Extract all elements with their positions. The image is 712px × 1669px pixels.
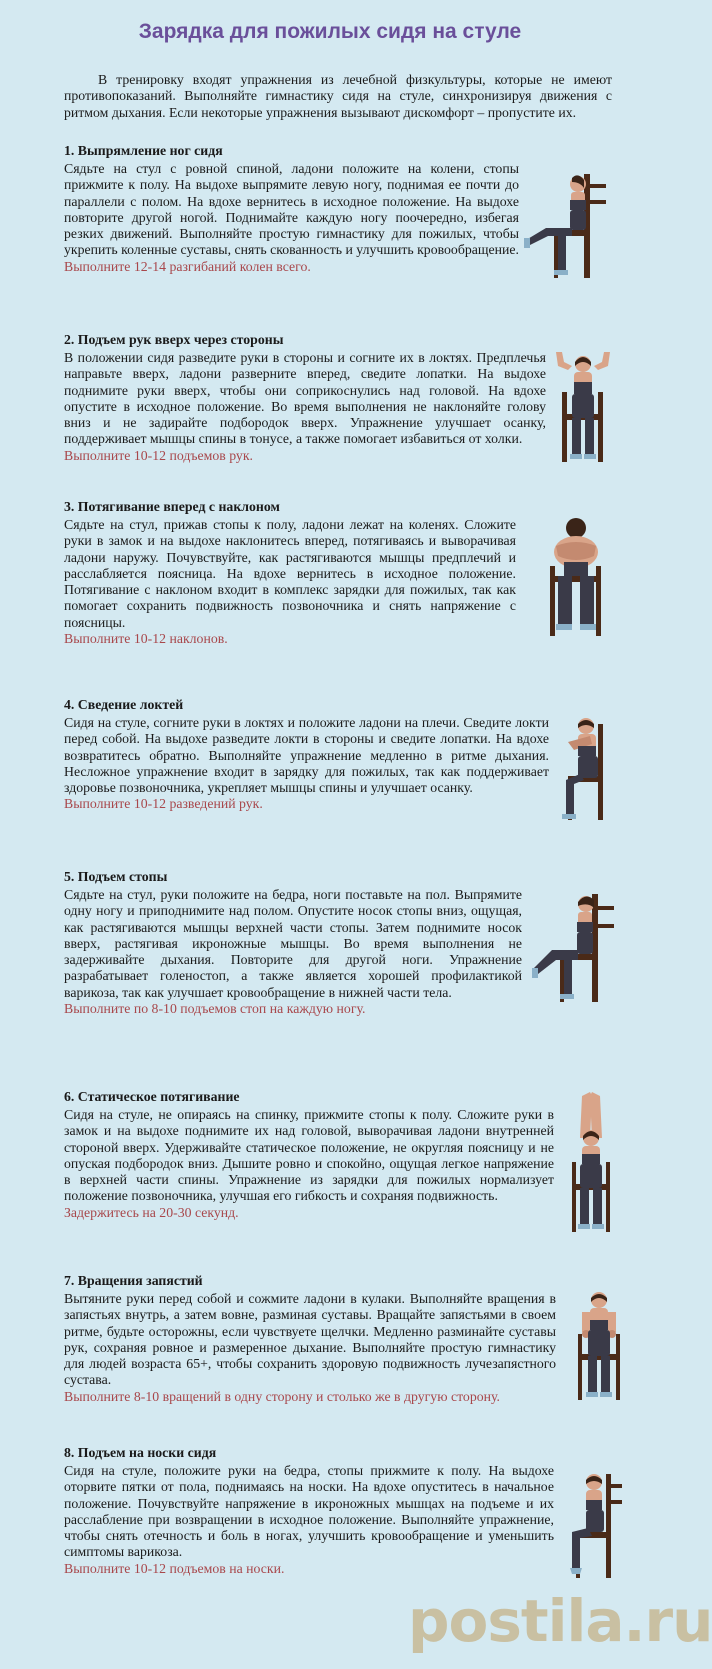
exercise-7 (64, 1272, 556, 1405)
wrist-rotation-figure (570, 1290, 630, 1402)
exercise-3 (64, 498, 516, 647)
exercise-6 (64, 1088, 554, 1221)
exercise-note: Выполните 10-12 разведений рук. (64, 796, 263, 812)
exercise-note: Выполните 10-12 наклонов. (64, 631, 228, 647)
exercise-heading: 3. Потягивание вперед с наклоном (64, 499, 280, 514)
exercise-heading: 1. Выпрямление ног сидя (64, 143, 223, 158)
exercise-heading: 8. Подъем на носки сидя (64, 1445, 217, 1460)
exercise-1 (64, 142, 519, 275)
exercise-heading: 2. Подъем рук вверх через стороны (64, 332, 284, 347)
exercise-note: Выполните 8-10 вращений в одну сторону и столько же в другую сторону. (64, 1388, 500, 1404)
exercise-heading: 4. Сведение локтей (64, 697, 184, 712)
exercise-4 (64, 696, 549, 813)
exercise-note: Выполните 10-12 подъемов рук. (64, 447, 253, 463)
heel-raise-figure (566, 1470, 626, 1582)
exercise-heading: 5. Подъем стопы (64, 869, 168, 884)
exercise-8 (64, 1444, 554, 1577)
exercise-text: Вытяните руки перед собой и сожмите ладони в кулаки. Выполняйте вращения в запястьях внутрь, а затем вовне, разминая суставы. Вращайте запястьями в своем ритме, будьте осторожны, если чувствуете щелчки. Медленно разминайте суставы рук, сохраняя ровное и размеренное дыхание. Выполняйте простую гимнастику для людей возраста 65+, чтобы сохранить здоровую подвижность лучезапястного сустава. (64, 1291, 556, 1388)
page-title: Зарядка для пожилых сидя на стуле (138, 20, 522, 43)
leg-extension-figure (524, 170, 616, 282)
exercise-text: В положении сидя разведите руки в стороны и согните их в локтях. Предплечья направьте вверх, ладони разверните вперед, сведите лопатки. На выдохе поднимите руки вверх, чтобы они соприкоснулись над головой. На вдохе опустите в исходное положение. Во время выполнения не наклоняйте голову вниз и не задирайте подбородок вверх. Упражнение улучшает осанку, поддерживает мышцы спины в тонусе, а также помогает избавиться от холки. (64, 350, 546, 447)
exercise-text: Сидя на стуле, не опираясь на спинку, прижмите стопы к полу. Сложите руки в замок и на выдохе поднимите их над головой, выворачивая ладони внутренней стороной вверх. Удерживайте статическое положение, не округляя поясницу и не опуская подбородок вниз. Дышите ровно и спокойно, ощущая легкое напряжение в верхней части спины. Упражнение из зарядки для пожилых нормализует положение позвоночника, улучшая его гибкость и сохраняя подвижность. (64, 1107, 554, 1204)
arms-raise-figure (548, 352, 618, 464)
elbows-together-figure (560, 714, 616, 824)
intro-paragraph: В тренировку входят упражнения из лечебной физкультуры, которые не имеют противопоказаний. Выполняйте гимнастику сидя на стуле, синхронизируя движения с ритмом дыхания. Если некоторые упражнения вызывают дискомфорт – пропустите их. (64, 72, 612, 120)
exercise-2 (64, 331, 546, 464)
exercise-heading: 7. Вращения запястий (64, 1273, 203, 1288)
foot-raise-figure (532, 890, 622, 1006)
exercise-note: Выполните 12-14 разгибаний колен всего. (64, 258, 311, 274)
exercise-heading: 6. Статическое потягивание (64, 1089, 240, 1104)
exercise-text: Сядьте на стул, руки положите на бедра, ноги поставьте на пол. Выпрямите одну ногу и приподнимите над полом. Опустите носок стопы вниз, ощущая, как растягиваются мышцы верхней части стопы. Затем поднимите носок вверх, растягивая икроножные мышцы. Во время выполнения не задерживайте дыхания. Повторите для другой ноги. Упражнение разрабатывает голеностоп, а также является хорошей профилактикой варикоза, так как улучшает кровообращение в нижней части тела. (64, 887, 522, 1000)
watermark-logo: postila.ru (408, 1587, 712, 1655)
forward-bend-figure (538, 516, 614, 638)
exercise-note: Выполните 10-12 подъемов на носки. (64, 1560, 285, 1576)
exercise-note: Выполните по 8-10 подъемов стоп на каждую ногу. (64, 1001, 366, 1017)
exercise-text: Сядьте на стул с ровной спиной, ладони положите на колени, стопы прижмите к полу. На выдохе выпрямите левую ногу, поднимая ее почти до параллели с полом. На вдохе вернитесь в исходное положение. На выдохе повторите другой ногой. Поднимайте каждую ногу поочередно, избегая резких движений. Выполняйте простую гимнастику для пожилых, чтобы укрепить коленные суставы, снять скованность и улучшить кровообращение. (64, 161, 519, 258)
overhead-stretch-figure (566, 1092, 616, 1234)
exercise-5 (64, 868, 522, 1017)
exercise-text: Сидя на стуле, согните руки в локтях и положите ладони на плечи. Сведите локти перед собой. На выдохе разведите локти в стороны и сведите лопатки. На вдохе возвратитесь обратно. Выполняйте упражнение медленно в ритме дыхания. Несложное упражнение входит в зарядку для пожилых, так как поддерживает здоровье позвоночника, укрепляет мышцы спины и улучшает осанку. (64, 715, 549, 796)
exercise-text: Сядьте на стул, прижав стопы к полу, ладони лежат на коленях. Сложите руки в замок и на выдохе наклонитесь вперед, потягиваясь и выворачивая ладони наружу. Почувствуйте, как растягиваются мышцы предплечий и расслабляется поясница. На вдохе вернитесь в исходное положение. Потягивание с наклоном входит в комплекс зарядки для пожилых, так как помогает сохранить подвижность позвоночника и снять напряжение с поясницы. (64, 517, 516, 630)
exercise-text: Сидя на стуле, положите руки на бедра, стопы прижмите к полу. На выдохе оторвите пятки от пола, поднимаясь на носки. На вдохе опуститесь в начальное положение. Почувствуйте напряжение в икроножных мышцах на подъеме и их расслабление при возвращении в исходное положение. Выполняйте упражнение, чтобы снять отечность и боль в ногах, улучшить кровообращение и уменьшить симптомы варикоза. (64, 1463, 554, 1560)
exercise-note: Задержитесь на 20-30 секунд. (64, 1204, 239, 1220)
